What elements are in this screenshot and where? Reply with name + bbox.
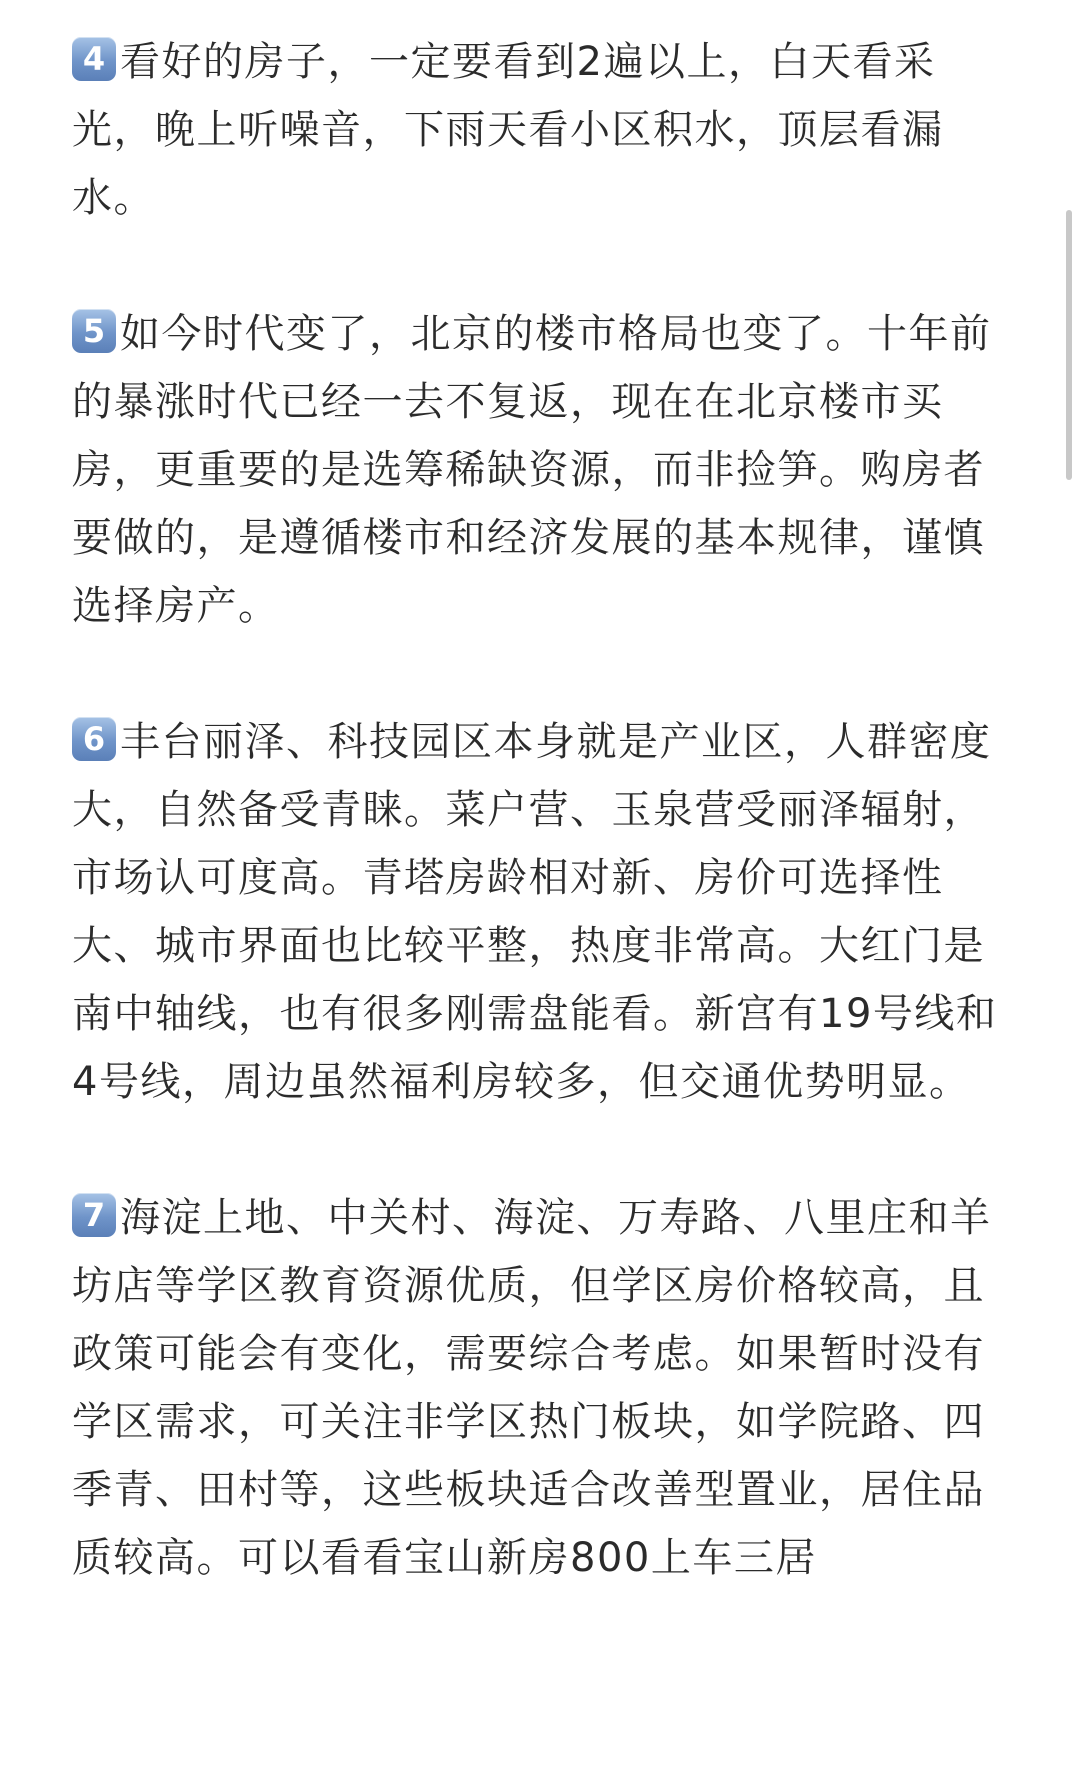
list-item	[72, 300, 1012, 640]
paragraph-text: 海淀上地、中关村、海淀、万寿路、八里庄和羊坊店等学区教育资源优质，但学区房价格较高，且政策可能会有变化，需要综合考虑。如果暂时没有学区需求，可关注非学区热门板块，如学院路、四季青、田村等，这些板块适合改善型置业，居住品质较高。可以看看宝山新房800上车三居	[72, 1195, 992, 1581]
list-item	[72, 28, 1012, 232]
keycap-number-badge: 5	[72, 309, 116, 353]
list-item	[72, 708, 1012, 1116]
paragraph-text: 看好的房子，一定要看到2遍以上，白天看采光，晚上听噪音，下雨天看小区积水，顶层看漏水。	[72, 39, 944, 221]
article-body	[72, 28, 1012, 1660]
keycap-number-badge: 7	[72, 1193, 116, 1237]
keycap-number-badge: 4	[72, 37, 116, 81]
list-item	[72, 1184, 1012, 1592]
paragraph-text: 丰台丽泽、科技园区本身就是产业区，人群密度大，自然备受青睐。菜户营、玉泉营受丽泽辐射，市场认可度高。青塔房龄相对新、房价可选择性大、城市界面也比较平整，热度非常高。大红门是南中轴线，也有很多刚需盘能看。新宫有19号线和4号线，周边虽然福利房较多，但交通优势明显。	[72, 719, 998, 1105]
keycap-number-badge: 6	[72, 717, 116, 761]
scrollbar[interactable]	[1066, 210, 1072, 480]
paragraph-text: 如今时代变了，北京的楼市格局也变了。十年前的暴涨时代已经一去不复返，现在在北京楼市买房，更重要的是选筹稀缺资源，而非捡笋。购房者要做的，是遵循楼市和经济发展的基本规律，谨慎选择房产。	[72, 311, 992, 629]
